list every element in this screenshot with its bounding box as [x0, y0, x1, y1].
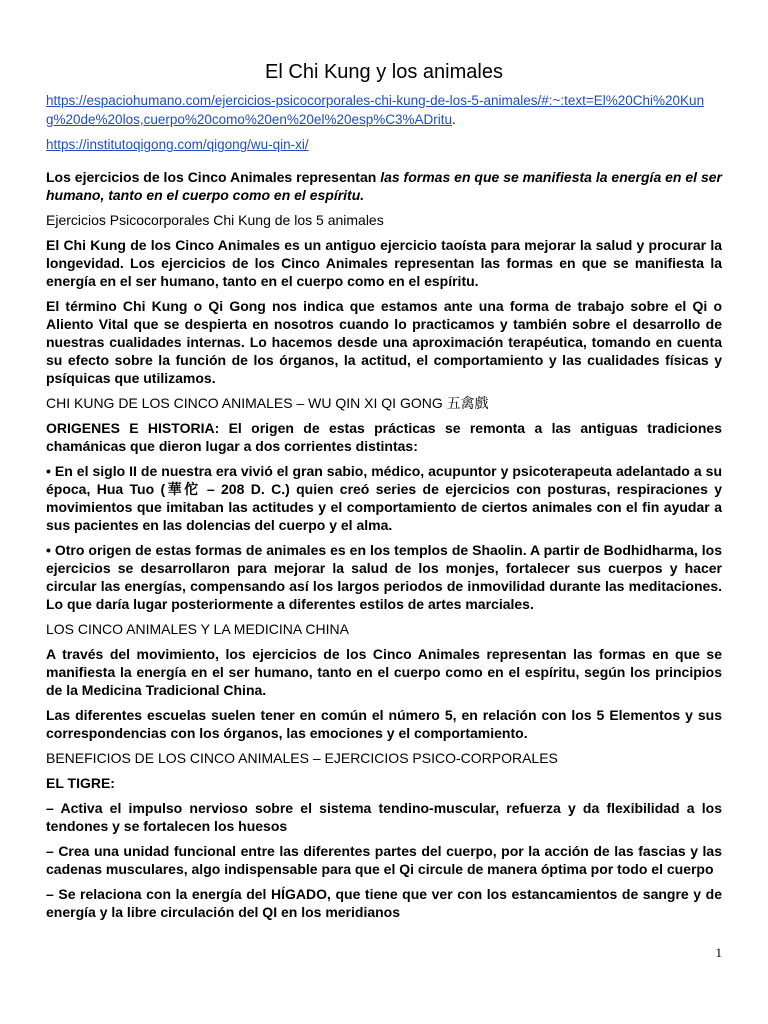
heading-wu-qin-xi: CHI KUNG DE LOS CINCO ANIMALES – WU QIN XI QI GONG 五禽戲 — [46, 395, 489, 411]
source-link-1-row — [46, 91, 722, 129]
paragraph-escuelas: Las diferentes escuelas suelen tener en común el número 5, en relación con los 5 Elementos y sus correspondencias con los órganos, las emociones y el comportamiento. — [46, 707, 722, 741]
source-link-2-row — [46, 135, 722, 154]
paragraph-tigre-2: – Crea una unidad funcional entre las diferentes partes del cuerpo, por la acción de las fascias y las cadenas musculares, algo indispensable para que el Qi circule de manera óptima por todo el cuerpo — [46, 843, 722, 877]
paragraph-bullet-hua-tuo: • En el siglo II de nuestra era vivió el gran sabio, médico, acupuntor y psicoterapeuta adelantado a su época, Hua Tuo (華佗 – 208 D. C.) quien creó series de ejercicios con posturas, respiraciones y movimientos que imitaban las actitudes y el comportamiento de ciertos animales con el fin ayudar a sus pacientes en las dolencias del cuerpo y el alma. — [46, 463, 722, 533]
heading-el-tigre: EL TIGRE: — [46, 775, 115, 791]
paragraph-tigre-3: – Se relaciona con la energía del HÍGADO, que tiene que ver con los estancamientos de sangre y de energía y la libre circulación del QI en los meridianos — [46, 886, 722, 920]
paragraph-a-traves: A través del movimiento, los ejercicios de los Cinco Animales representan las formas en que se manifiesta la energía en el ser humano, tanto en el cuerpo como en el espíritu, según los principios de la Medicina Tradicional China. — [46, 646, 722, 698]
paragraph-termino: El término Chi Kung o Qi Gong nos indica que estamos ante una forma de trabajo sobre el Qi o Aliento Vital que se despierta en nosotros cuando lo practicamos y también sobre el desarrollo de nuestras cualidades internas. Lo hacemos desde una aproximación terapéutica, tomando en cuenta su efecto sobre la función de los órganos, la actitud, el comportamiento y las cualidades físicas y psíquicas que utilizamos. — [46, 298, 722, 386]
paragraph-tigre-1: – Activa el impulso nervioso sobre el sistema tendino-muscular, refuerza y da flexibilidad a los tendones y se fortalecen los huesos — [46, 800, 722, 834]
document-title: El Chi Kung y los animales — [265, 61, 503, 83]
paragraph-bullet-shaolin: • Otro origen de estas formas de animales es en los templos de Shaolin. A partir de Bodhidharma, los ejercicios se desarrollaron para mejorar la salud de los monjes, fortalecer sus cuerpos y hacer circular las energías, compensando así los largos periodos de inmovilidad durante las meditaciones. Lo que daría lugar posteriormente a diferentes estilos de artes marciales. — [46, 542, 722, 612]
heading-medicina-china: LOS CINCO ANIMALES Y LA MEDICINA CHINA — [46, 621, 349, 637]
intro-paragraph — [46, 168, 722, 204]
page-number: 1 — [715, 945, 722, 960]
source-link-1[interactable]: https://espaciohumano.com/ejercicios-psicocorporales-chi-kung-de-los-5-animales/#:~:text=El%20Chi%20Kung%20de%20los,cuerpo%20como%20en%20el%20esp%C3%ADritu — [46, 93, 705, 127]
heading-beneficios: BENEFICIOS DE LOS CINCO ANIMALES – EJERCICIOS PSICO-CORPORALES — [46, 750, 558, 766]
paragraph-origenes: ORIGENES E HISTORIA: El origen de estas prácticas se remonta a las antiguas tradiciones chamánicas que dieron lugar a dos corrientes distintas: — [46, 420, 722, 454]
intro-lead: Los ejercicios de los Cinco Animales representan — [46, 169, 381, 185]
heading-psicocorporales: Ejercicios Psicocorporales Chi Kung de los 5 animales — [46, 212, 384, 228]
paragraph-chi-kung: El Chi Kung de los Cinco Animales es un antiguo ejercicio taoísta para mejorar la salud y procurar la longevidad. Los ejercicios de los Cinco Animales representan las formas en que se manifiesta la energía en el ser humano, tanto en el cuerpo como en el espíritu. — [46, 237, 722, 289]
source-link-2[interactable]: https://institutoqigong.com/qigong/wu-qin-xi/ — [46, 137, 309, 152]
source-link-1-suffix: . — [452, 112, 456, 127]
intro-emphasis: las formas en que se manifiesta la energía en el ser humano, tanto en el cuerpo como en el espíritu. — [46, 169, 722, 203]
